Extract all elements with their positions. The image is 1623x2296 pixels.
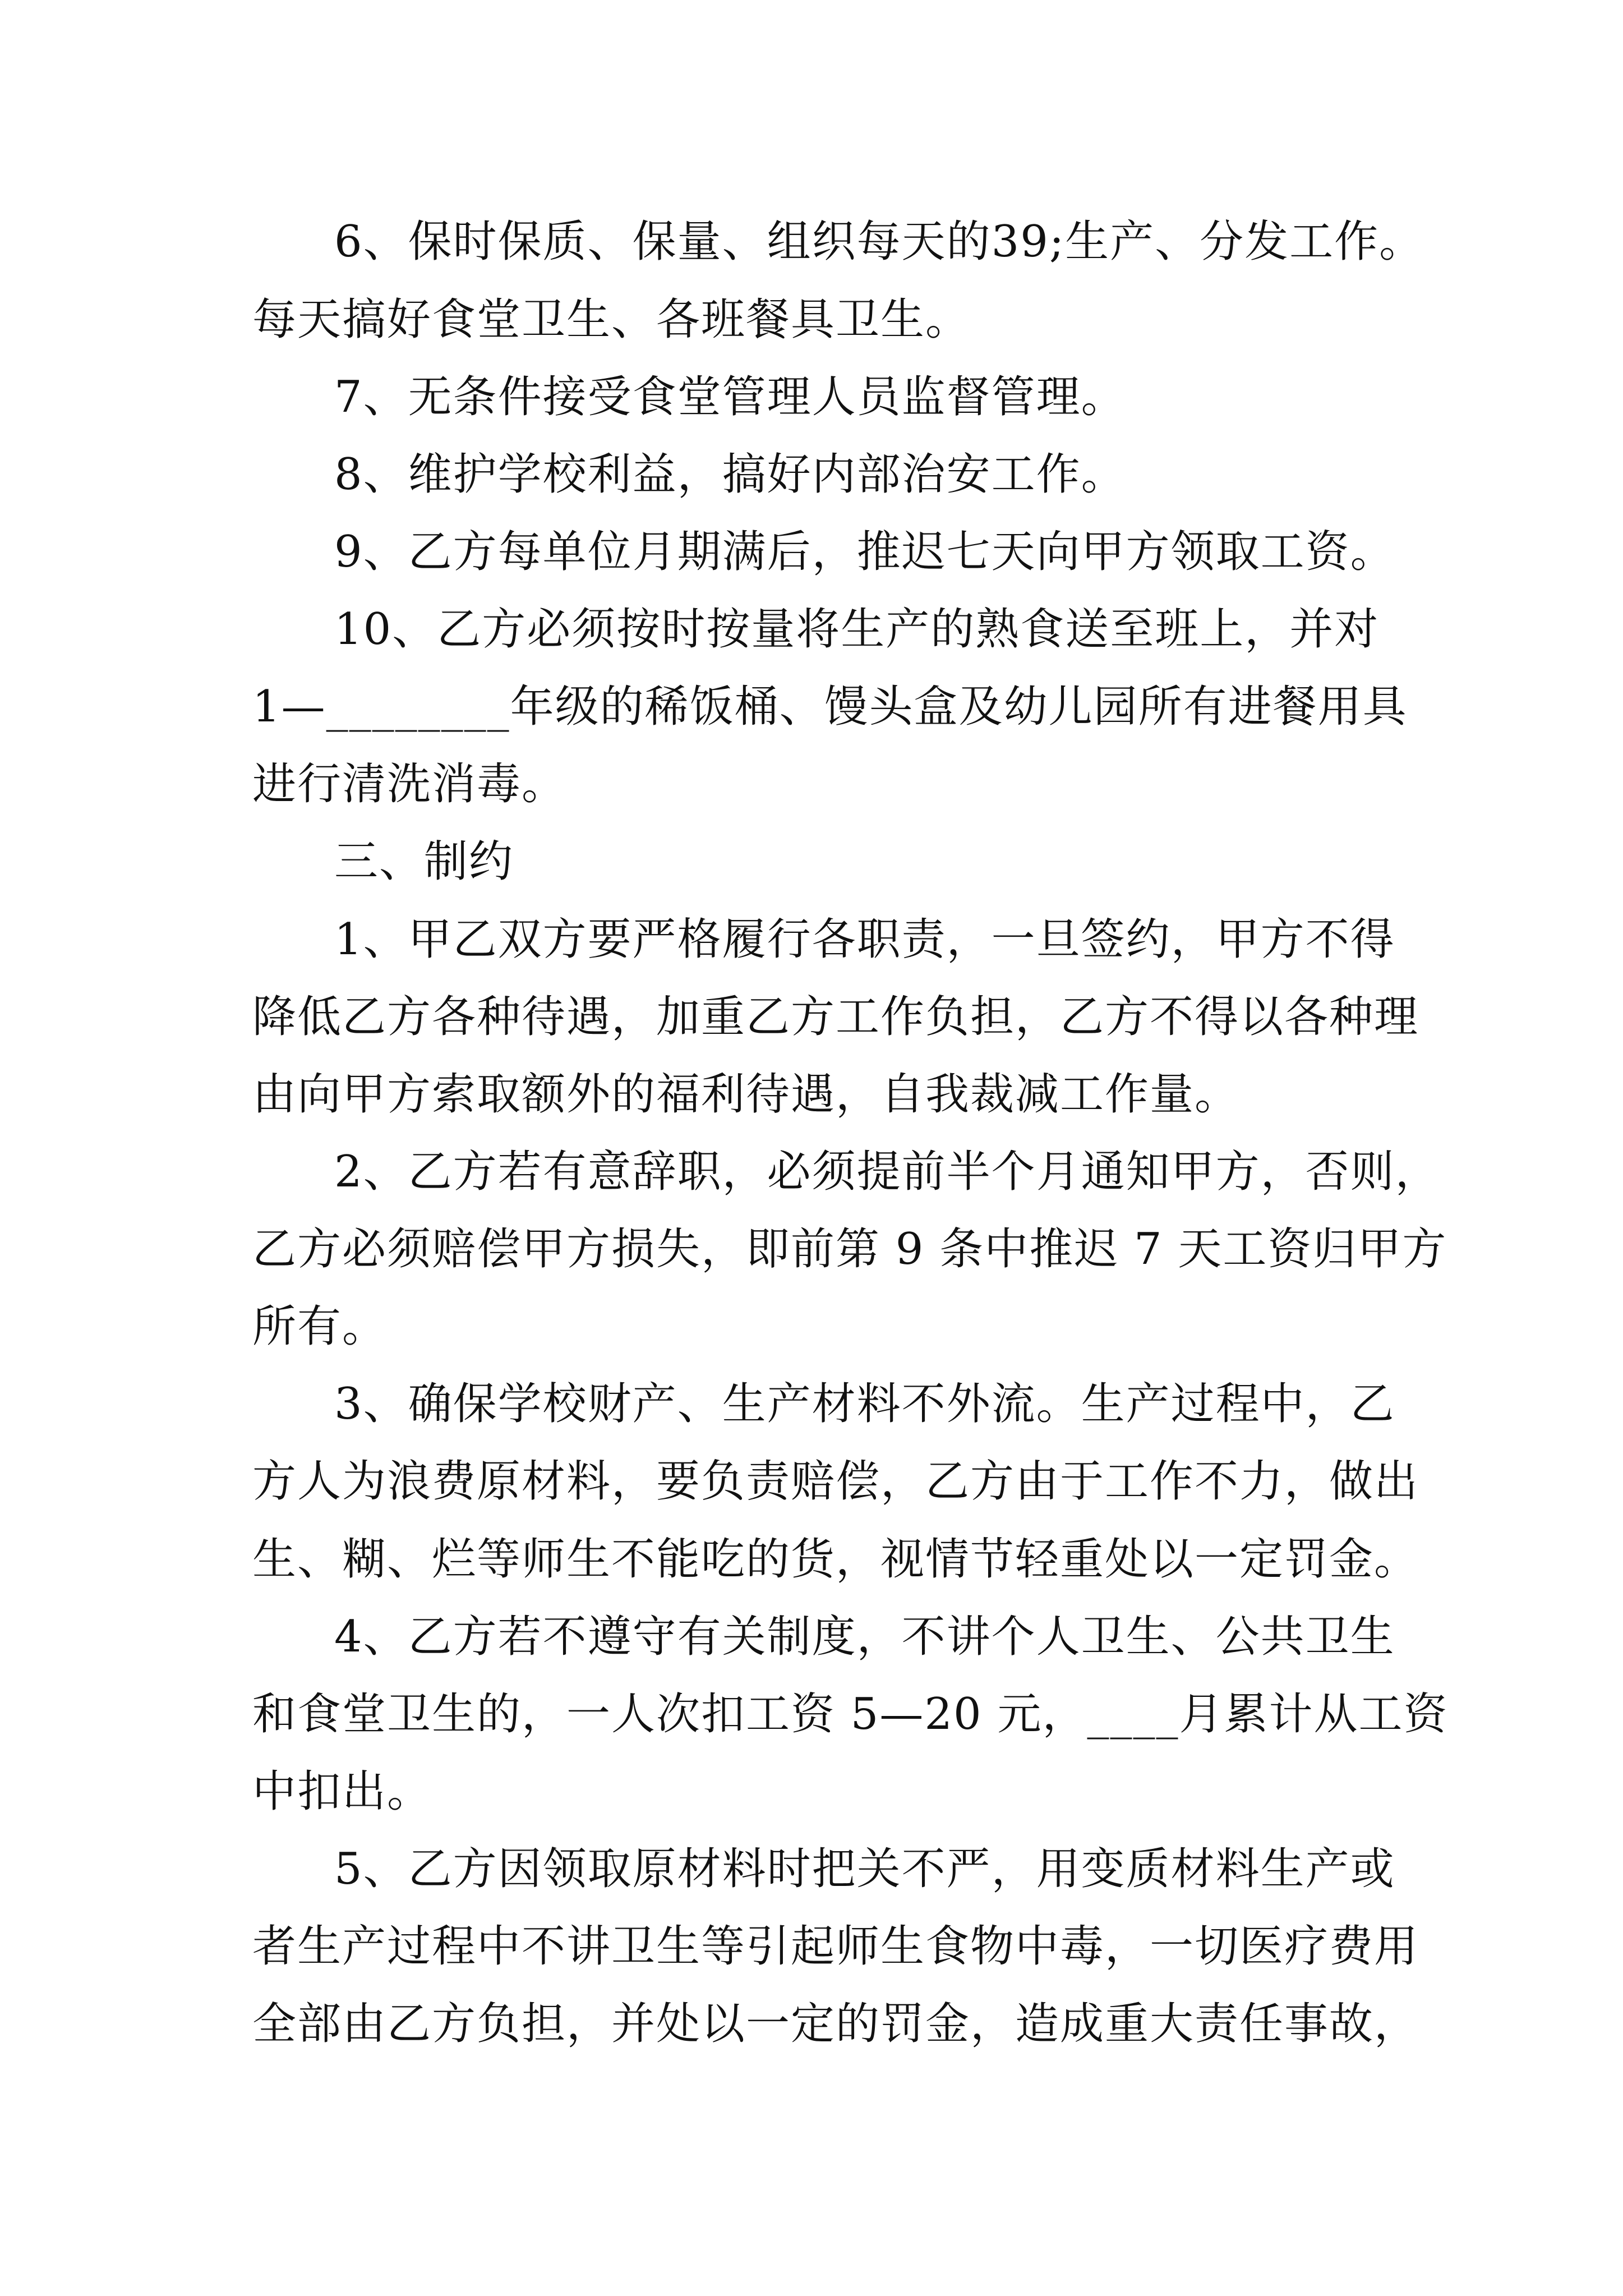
text-line: 方人为浪费原材料，要负责赔偿，乙方由于工作不力，做出 <box>252 1456 1419 1507</box>
text-line: 1—________年级的稀饭桶、馒头盒及幼儿园所有进餐用具 <box>252 682 1408 732</box>
text-line: 中扣出。 <box>252 1766 432 1817</box>
text-line: 4、乙方若不遵守有关制度，不讲个人卫生、公共卫生 <box>334 1612 1395 1662</box>
text-line: 者生产过程中不讲卫生等引起师生食物中毒，一切医疗费用 <box>252 1921 1419 1972</box>
text-line: 由向甲方索取额外的福利待遇，自我裁减工作量。 <box>252 1069 1240 1120</box>
text-line: 降低乙方各种待遇，加重乙方工作负担，乙方不得以各种理 <box>252 992 1419 1042</box>
text-line: 乙方必须赔偿甲方损失，即前第 9 条中推迟 7 天工资归甲方 <box>252 1224 1447 1274</box>
text-line: 全部由乙方负担，并处以一定的罚金，造成重大责任事故， <box>252 1999 1419 2049</box>
text-line: 和食堂卫生的，一人次扣工资 5—20 元，____月累计从工资 <box>252 1689 1449 1740</box>
text-line: 7、无条件接受食堂管理人员监督管理。 <box>334 372 1126 422</box>
text-line: 所有。 <box>252 1301 388 1352</box>
text-line: 生、糊、烂等师生不能吃的货，视情节轻重处以一定罚金。 <box>252 1534 1419 1585</box>
section-heading: 三、制约 <box>334 836 514 887</box>
text-line: 3、确保学校财产、生产材料不外流。生产过程中，乙 <box>334 1379 1395 1429</box>
text-line: 1、甲乙双方要严格履行各职责，一旦签约，甲方不得 <box>334 914 1395 965</box>
text-line: 9、乙方每单位月期满后，推迟七天向甲方领取工资。 <box>334 527 1395 577</box>
text-line: 10、乙方必须按时按量将生产的熟食送至班上，并对 <box>334 604 1380 655</box>
text-line: 5、乙方因领取原材料时把关不严，用变质材料生产或 <box>334 1844 1395 1894</box>
text-line: 6、保时保质、保量、组织每天的39;生产、分发工作。 <box>334 217 1424 267</box>
text-line: 每天搞好食堂卫生、各班餐具卫生。 <box>252 295 971 345</box>
text-line: 2、乙方若有意辞职，必须提前半个月通知甲方，否则， <box>334 1147 1440 1197</box>
text-line: 8、维护学校利益，搞好内部治安工作。 <box>334 449 1126 500</box>
text-line: 进行清洗消毒。 <box>252 759 567 809</box>
